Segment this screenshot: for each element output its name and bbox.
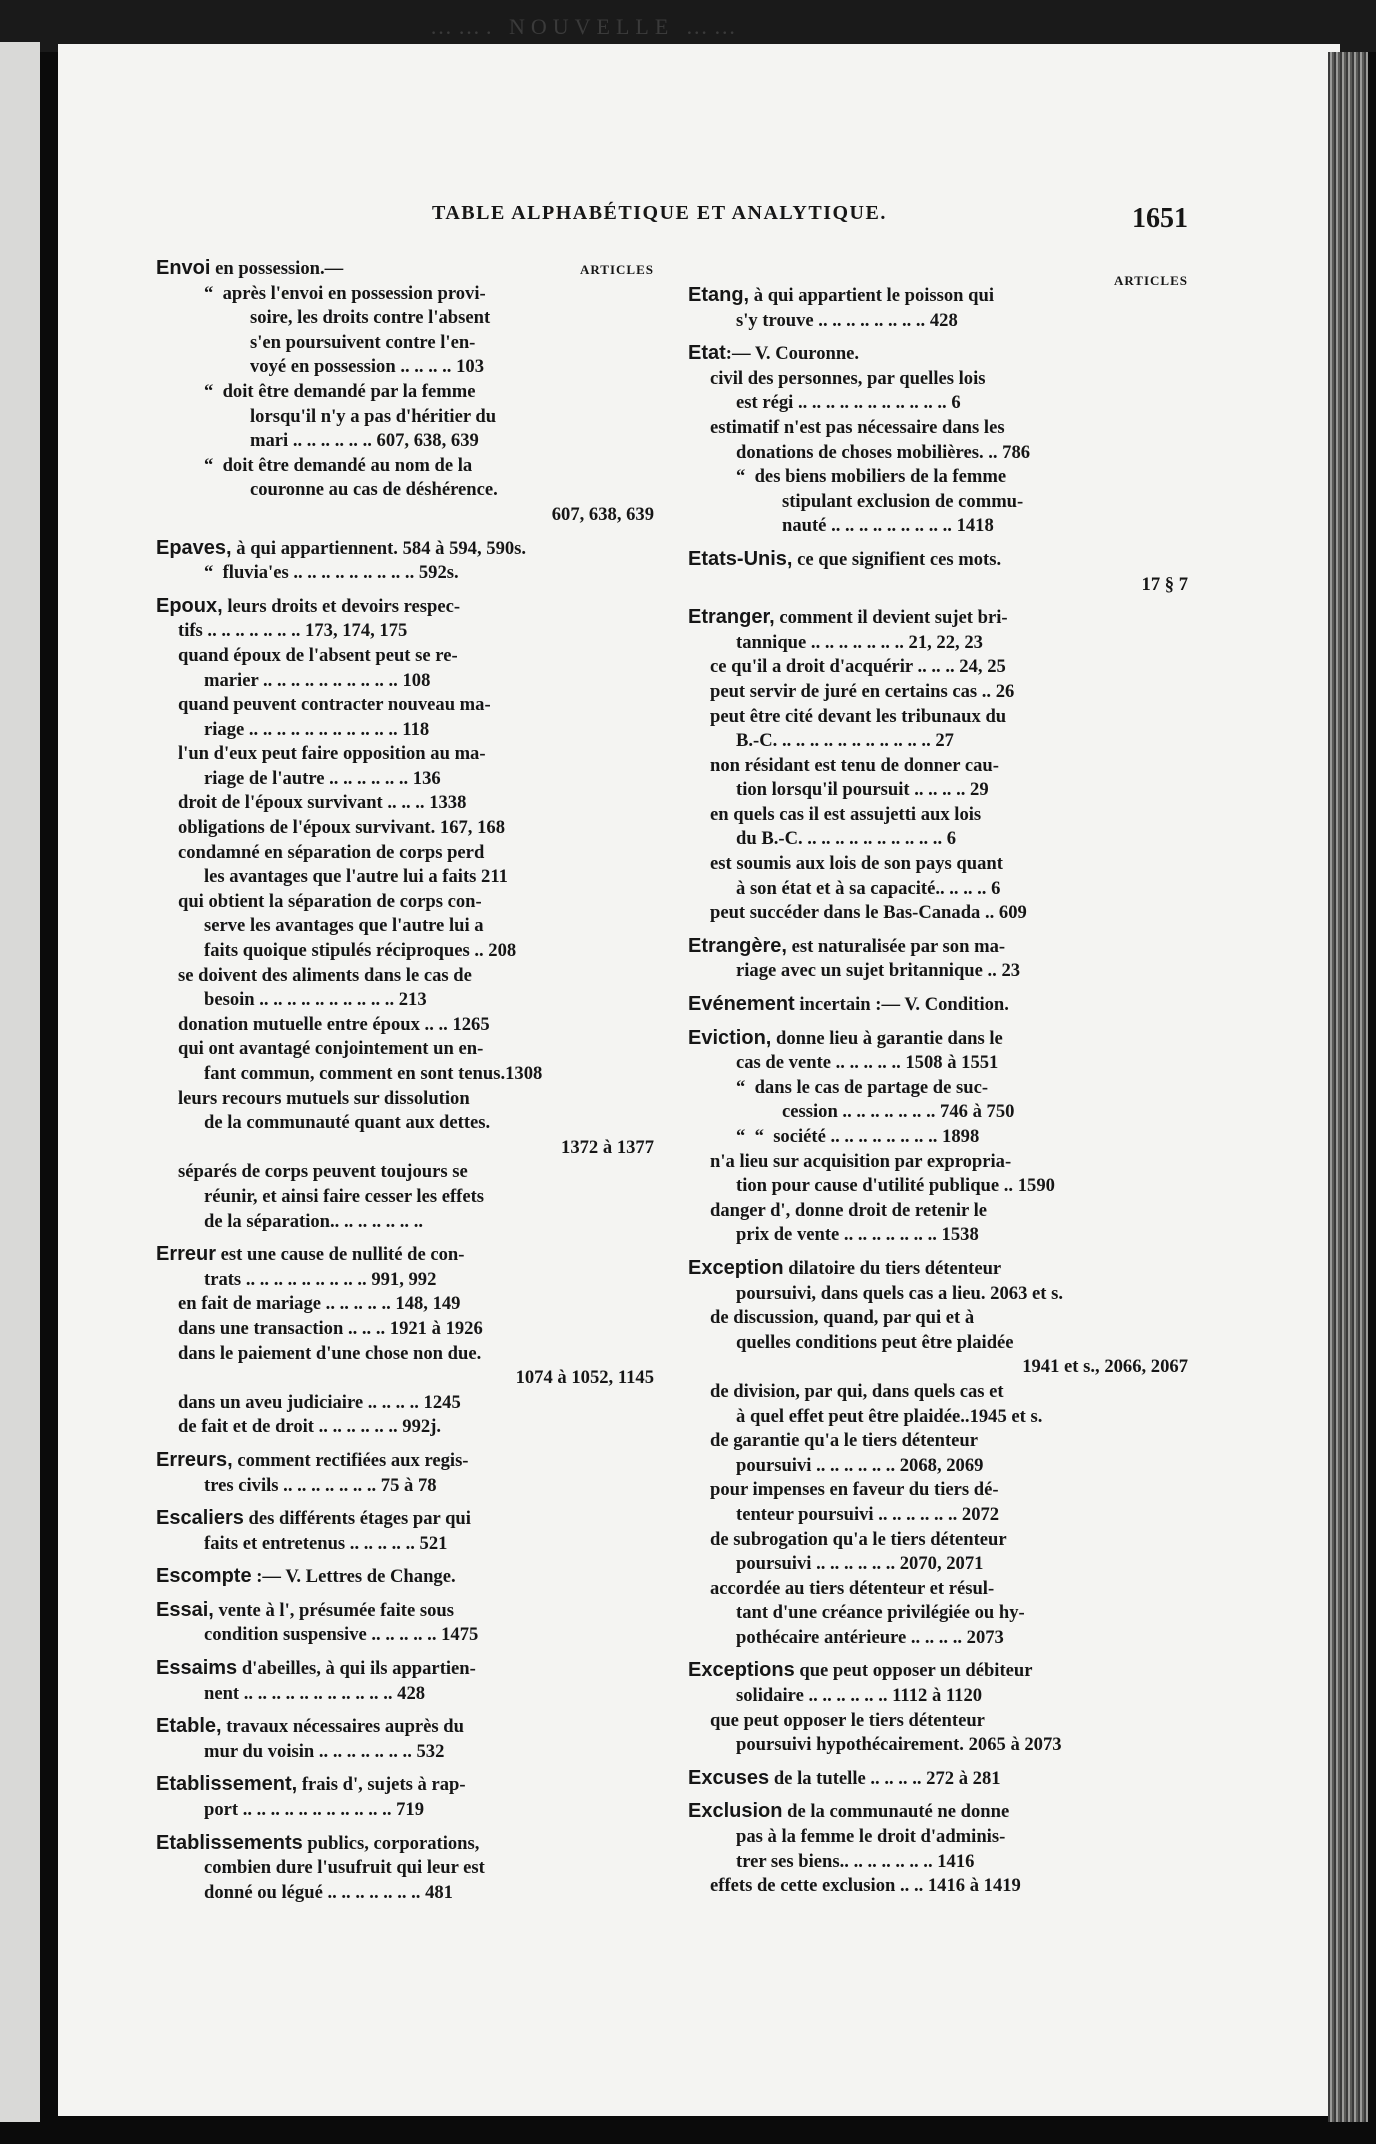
index-entry-exclusion: Exclusion de la communauté ne donne pas à la femme le droit d'adminis- trer ses biens.. .. .. .. .. .. .. 1416 effets de cette exclusion .. .. 1416 à 1419 (688, 1800, 1021, 1897)
index-entry-erreurs: Erreurs, comment rectifiées aux regis- tres civils .. .. .. .. .. .. .. 75 à 78 (156, 1448, 469, 1496)
top-band-text: ……. NOUVELLE …… (430, 14, 742, 39)
page-number: 1651 (1132, 203, 1188, 234)
index-entry-etablissement: Etablissement, frais d', sujets à rap- port .. .. .. .. .. .. .. .. .. .. .. 719 (156, 1773, 466, 1821)
index-entry-envoi: Envoi en possession.— “ après l'envoi en possession provi- soire, les droits contre l'absent s'en poursuivent contre l'en- voyé en possession .. .. .. .. 103 “ doit être demandé par la femme lorsqu'il n'y a pas d'héritier du mari .. .. .. .. .. .. 607, 638, 639 “ doit être demandé au nom de la couronne au cas de déshérence. 607, 638, 639 (156, 257, 654, 525)
index-column-right: ARTICLES Etang, à qui appartient le poisson qui s'y trouve .. .. .. .. .. .. .. .. 428 Etat:— V. Couronne. civil des personnes, par quelles lois est régi .. .. .. .. .. .. .. .. .. .. .. 6 estimatif n'est pas nécessaire dans les donations de choses mobilières. .. 786 “ des biens mobiliers de la femme stipulant exclusion de commu- nauté .. .. .. .. .. .. .. .. .. 1418 Etats-Unis, ce que signifient ces mots. 17 § 7 Etranger, comment il devient sujet bri- tannique .. .. .. .. .. .. .. 21, 22, 23 ce qu'il a droit d'acquérir .. .. .. 24, 25 peut servir de juré en certains cas .. 26 peut être cité devant les tribunaux du B.-C. .. .. .. .. .. .. .. .. .. .. .. 27 non résidant est tenu de donner cau- tion lorsqu'il poursuit .. .. .. .. 29 en quels cas il est assujetti aux lois du B.-C. .. .. .. .. .. .. .. .. .. .. 6 est soumis aux lois de son pays quant à son état et à sa capacité.. .. .. .. 6 peut succéder dans le Bas-Canada .. 609 Etrangère, est naturalisée par son ma- riage avec un sujet britannique .. 23 Evénement incertain :— V. Condition. Eviction, donne lieu à garantie dans le cas de vente .. .. .. .. .. 1508 à 1551 “ dans le cas de partage de suc- cession .. .. .. .. .. .. .. 746 à 750 “ “ société .. .. .. .. .. .. .. .. 1898 n'a lieu sur acquisition par expropria- tion pour cause d'utilité publique .. 1590 danger d', donne droit de retenir le prix de vente .. .. .. .. .. .. .. 1538 Exception dilatoire du tiers détenteur poursuivi, dans quels cas a lieu. 2063 et s. de discussion, quand, par qui et à quelles conditions peut être plaidée 1941 et s., 2066, 2067 de division, par qui, dans quels cas et à quel effet peut être plaidée..1945 et s. de garantie qu'a le tiers détenteur poursuivi .. .. .. .. .. .. 2068, 2069 pour impenses en faveur du tiers dé- tenteur poursuivi .. .. .. .. .. .. 2072 de subrogation qu'a le tiers détenteur poursuivi .. .. .. .. .. .. 2070, 2071 accordée au tiers détenteur et résul- tant d'une créance privilégiée ou hy- pothécaire antérieure .. .. .. .. 2073 Exceptions que peut opposer un débiteur solidaire .. .. .. .. .. .. 1112 à 1120 que peut opposer le tiers détenteur poursuivi hypothécairement. 2065 à 2073 Excuses de la tutelle .. .. .. .. 272 à 281 Exclusion de la communauté ne donne pas à la femme le droit d'adminis- trer ses biens.. .. .. .. .. .. .. 1416 effets de cette exclusion .. .. 1416 à 1419 (688, 267, 1188, 1907)
index-entry-epoux: Epoux, leurs droits et devoirs respec- tifs .. .. .. .. .. .. .. 173, 174, 175 quand époux de l'absent peut se re- marier .. .. .. .. .. .. .. .. .. .. 108 quand peuvent contracter nouveau ma- riage .. .. .. .. .. .. .. .. .. .. .. 118 l'un d'eux peut faire opposition au ma- riage de l'autre .. .. .. .. .. .. 136 droit de l'époux survivant .. .. .. 1338 obligations de l'époux survivant. 167, 168 condamné en séparation de corps perd les avantages que l'autre lui a faits 211 qui obtient la séparation de corps con- serve les avantages que l'autre lui a faits quoique stipulés réciproques .. 208 se doivent des aliments dans le cas de besoin .. .. .. .. .. .. .. .. .. .. 213 donation mutuelle entre époux .. .. 1265 qui ont avantagé conjointement un en- fant commun, comment en sont tenus.1308 leurs recours mutuels sur dissolution de la communauté quant aux dettes. 1372 à 1377 séparés de corps peuvent toujours se réunir, et ainsi faire cesser les effets de la séparation.. .. .. .. .. .. .. (156, 594, 654, 1232)
index-entry-essaims: Essaims d'abeilles, à qui ils appartien- nent .. .. .. .. .. .. .. .. .. .. .. 428 (156, 1657, 476, 1704)
index-entry-etrangere: Etrangère, est naturalisée par son ma- riage avec un sujet britannique .. 23 (688, 934, 1021, 982)
index-entry-erreur: Erreur est une cause de nullité de con- trats .. .. .. .. .. .. .. .. .. 991, 992 en fait de mariage .. .. .. .. .. 148, 149 dans une transaction .. .. .. 1921 à 1926 dans le paiement d'une chose non due. 1074 à 1052, 1145 dans un aveu judiciaire .. .. .. .. 1245 de fait et de droit .. .. .. .. .. .. 992j. (156, 1243, 654, 1438)
index-entry-escompte: Escompte :— V. Lettres de Change. (156, 1565, 456, 1588)
page-stack-edge (1328, 52, 1368, 2122)
index-entry-etang: Etang, à qui appartient le poisson qui s'y trouve .. .. .. .. .. .. .. .. 428 (688, 284, 995, 331)
index-entry-exception: Exception dilatoire du tiers détenteur poursuivi, dans quels cas a lieu. 2063 et s. de discussion, quand, par qui et à quelles conditions peut être plaidée 1941 et s., 2066, 2067 de division, par qui, dans quels cas et à quel effet peut être plaidée..1945 et s. de garantie qu'a le tiers détenteur poursuivi .. .. .. .. .. .. 2068, 2069 pour impenses en faveur du tiers dé- tenteur poursuivi .. .. .. .. .. .. 2072 de subrogation qu'a le tiers détenteur poursuivi .. .. .. .. .. .. 2070, 2071 accordée au tiers détenteur et résul- tant d'une créance privilégiée ou hy- pothécaire antérieure .. .. .. .. 2073 (688, 1256, 1188, 1648)
index-entry-escaliers: Escaliers des différents étages par qui faits et entretenus .. .. .. .. .. 521 (156, 1507, 471, 1554)
index-entry-exceptions: Exceptions que peut opposer un débiteur solidaire .. .. .. .. .. .. 1112 à 1120 que peut opposer le tiers détenteur poursuivi hypothécairement. 2065 à 2073 (688, 1659, 1062, 1756)
index-entry-etable: Etable, travaux nécessaires auprès du mur du voisin .. .. .. .. .. .. .. 532 (156, 1715, 464, 1762)
index-entry-etablissements: Etablissements publics, corporations, combien dure l'usufruit qui leur est donné ou légué .. .. .. .. .. .. .. 481 (156, 1831, 485, 1903)
index-column-left: ARTICLES Envoi en possession.— “ après l'envoi en possession provi- soire, les droits contre l'absent s'en poursuivent contre l'en- voyé en possession .. .. .. .. 103 “ doit être demandé par la femme lorsqu'il n'y a pas d'héritier du mari .. .. .. .. .. .. 607, 638, 639 “ doit être demandé au nom de la couronne au cas de déshérence. 607, 638, 639 Epaves, à qui appartiennent. 584 à 594, 590s. “ fluvia'es .. .. .. .. .. .. .. .. .. 592s. Epoux, leurs droits et devoirs respec- tifs .. .. .. .. .. .. .. 173, 174, 175 quand époux de l'absent peut se re- marier .. .. .. .. .. .. .. .. .. .. 108 quand peuvent contracter nouveau ma- riage .. .. .. .. .. .. .. .. .. .. .. 118 l'un d'eux peut faire opposition au ma- riage de l'autre .. .. .. .. .. .. 136 droit de l'époux survivant .. .. .. 1338 obligations de l'époux survivant. 167, 168 condamné en séparation de corps perd les avantages que l'autre lui a faits 211 qui obtient la séparation de corps con- serve les avantages que l'autre lui a faits quoique stipulés réciproques .. 208 se doivent des aliments dans le cas de besoin .. .. .. .. .. .. .. .. .. .. 213 donation mutuelle entre époux .. .. 1265 qui ont avantagé conjointement un en- fant commun, comment en sont tenus.1308 leurs recours mutuels sur dissolution de la communauté quant aux dettes. 1372 à 1377 séparés de corps peuvent toujours se réunir, et ainsi faire cesser les effets de la séparation.. .. .. .. .. .. .. Erreur est une cause de nullité de con- trats .. .. .. .. .. .. .. .. .. 991, 992 en fait de mariage .. .. .. .. .. 148, 149 dans une transaction .. .. .. 1921 à 1926 dans le paiement d'une chose non due. 1074 à 1052, 1145 dans un aveu judiciaire .. .. .. .. 1245 de fait et de droit .. .. .. .. .. .. 992j. Erreurs, comment rectifiées aux regis- tres civils .. .. .. .. .. .. .. 75 à 78 Escaliers des différents étages par qui faits et entretenus .. .. .. .. .. 521 Escompte :— V. Lettres de Change. Essai, vente à l', présumée faite sous condition suspensive .. .. .. .. .. 1475 Essaims d'abeilles, à qui ils appartien- nent .. .. .. .. .. .. .. .. .. .. .. 428 Etable, travaux nécessaires auprès du mur du voisin .. .. .. .. .. .. .. 532 Etablissement, frais d', sujets à rap- port .. .. .. .. .. .. .. .. .. .. .. 719 Etablissements publics, corporations, combien dure l'usufruit qui leur est donné ou légué .. .. .. .. .. .. .. 481 (156, 256, 654, 1913)
index-entry-epaves: Epaves, à qui appartiennent. 584 à 594, 590s. “ fluvia'es .. .. .. .. .. .. .. .. .. 592s. (156, 536, 527, 584)
index-entry-etats-unis: Etats-Unis, ce que signifient ces mots. 17 § 7 (688, 547, 1188, 595)
index-entry-etranger: Etranger, comment il devient sujet bri- tannique .. .. .. .. .. .. .. 21, 22, 23 ce qu'il a droit d'acquérir .. .. .. 24, 25 peut servir de juré en certains cas .. 26 peut être cité devant les tribunaux du B.-C. .. .. .. .. .. .. .. .. .. .. .. 27 non résidant est tenu de donner cau- tion lorsqu'il poursuit .. .. .. .. 29 en quels cas il est assujetti aux lois du B.-C. .. .. .. .. .. .. .. .. .. .. 6 est soumis aux lois de son pays quant à son état et à sa capacité.. .. .. .. 6 peut succéder dans le Bas-Canada .. 609 (688, 606, 1027, 924)
index-entry-excuses: Excuses de la tutelle .. .. .. .. 272 à 281 (688, 1766, 1001, 1789)
index-entry-etat: Etat:— V. Couronne. civil des personnes, par quelles lois est régi .. .. .. .. .. .. .. .. .. .. .. 6 estimatif n'est pas nécessaire dans les donations de choses mobilières. .. 786 “ des biens mobiliers de la femme stipulant exclusion de commu- nauté .. .. .. .. .. .. .. .. .. 1418 (688, 342, 1031, 537)
running-header: TABLE ALPHABÉTIQUE ET ANALYTIQUE. (432, 202, 887, 224)
previous-page-edge (0, 42, 40, 2122)
entry-keyword: Envoi (156, 257, 211, 279)
index-entry-eviction: Eviction, donne lieu à garantie dans le cas de vente .. .. .. .. .. 1508 à 1551 “ dans le cas de partage de suc- cession .. .. .. .. .. .. .. 746 à 750 “ “ société .. .. .. .. .. .. .. .. 1898 n'a lieu sur acquisition par expropria- tion pour cause d'utilité publique .. 1590 danger d', donne droit de retenir le prix de vente .. .. .. .. .. .. .. 1538 (688, 1026, 1055, 1246)
index-entry-evenement: Evénement incertain :— V. Condition. (688, 993, 1009, 1016)
index-entry-essai: Essai, vente à l', présumée faite sous condition suspensive .. .. .. .. .. 1475 (156, 1598, 479, 1646)
